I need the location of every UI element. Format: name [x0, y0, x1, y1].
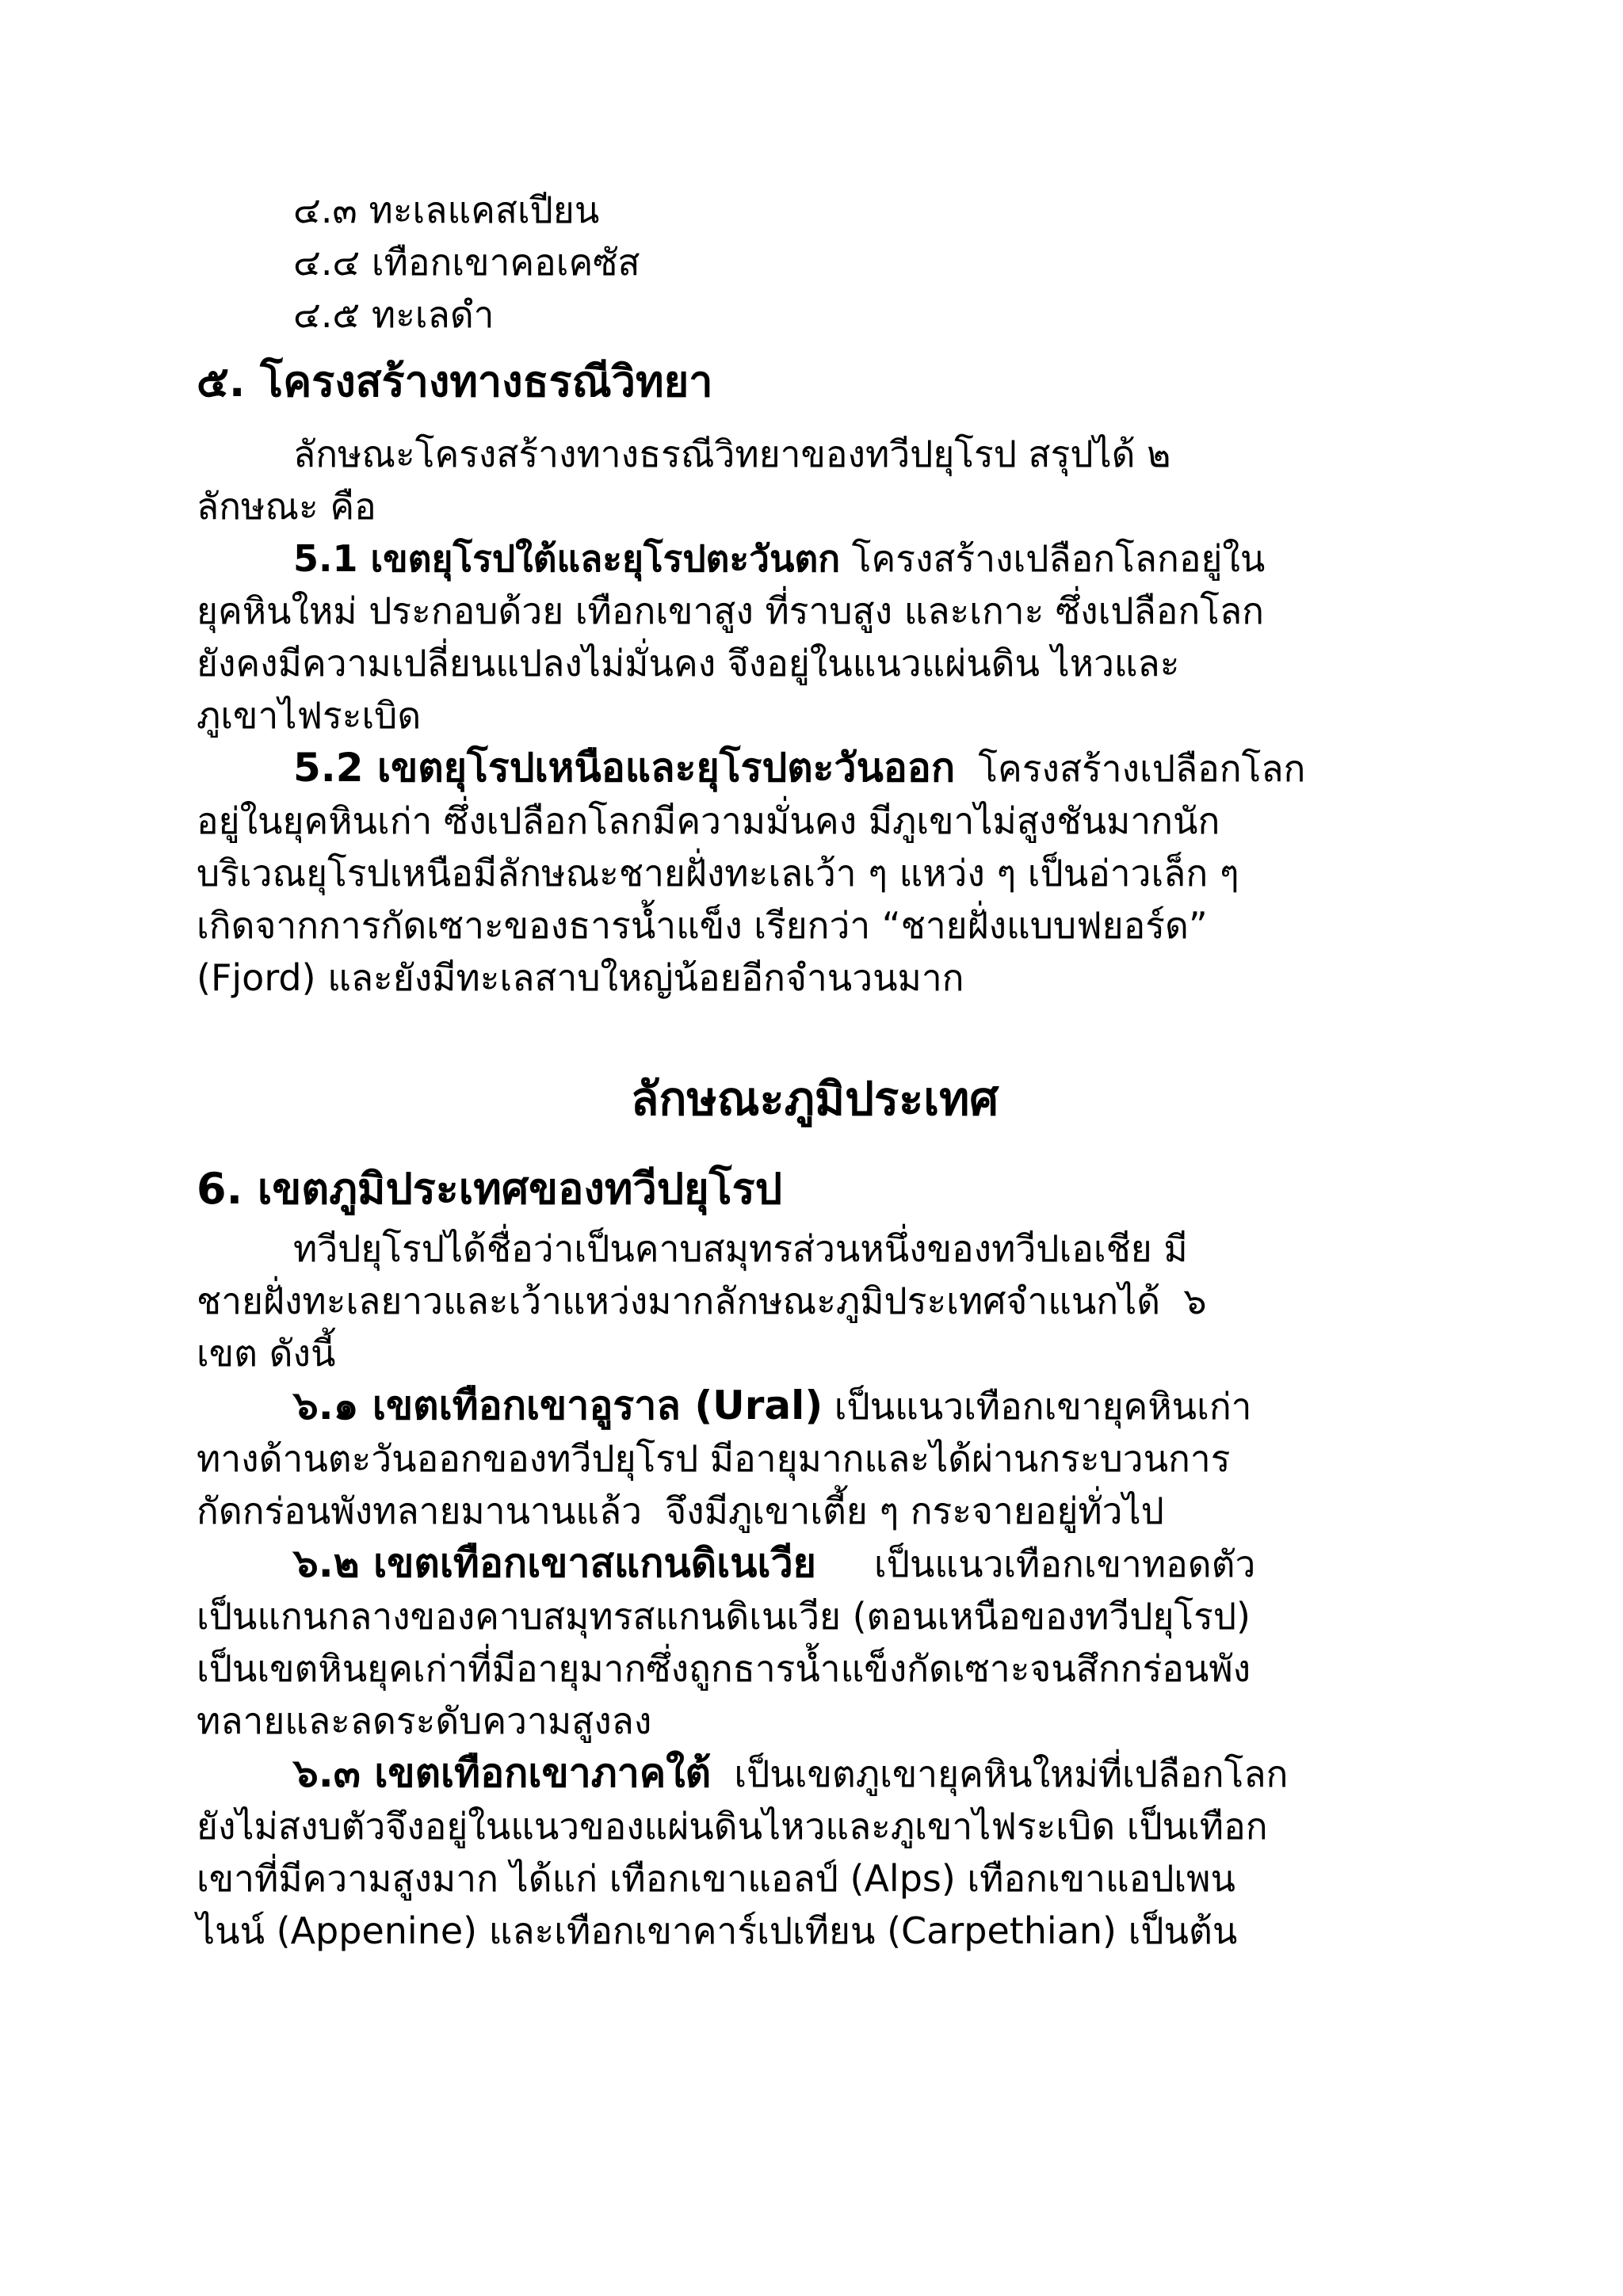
- section-6-item-1-label: ๖.๑ เขตเทือกเขาอูราล (Ural): [293, 1383, 823, 1428]
- section-5-item-1-line: ยุคหินใหม่ ประกอบด้วย เทือกเขาสูง ที่ราบสูง และเกาะ ซึ่งเปลือกโลก: [197, 589, 1264, 632]
- section-6-item-1-line: ทางด้านตะวันออกของทวีปยุโรป มีอายุมากและได้ผ่านกระบวนการ: [197, 1437, 1231, 1480]
- section-5-item-1-line: ภูเขาไฟระเบิด: [197, 694, 422, 737]
- section-6-item-2-text: เป็นแนวเทือกเขาทอดตัว: [815, 1543, 1256, 1585]
- section-6-item-3-label: ๖.๓ เขตเทือกเขาภาคใต้: [293, 1750, 712, 1796]
- list-item: ๔.๔ เทือกเขาคอเคซัส: [293, 241, 640, 284]
- section-5-item-2-text: โครงสร้างเปลือกโลก: [955, 747, 1306, 790]
- document-page: [197, 184, 1433, 1957]
- section-6-item-2-line: ทลายและลดระดับความสูงลง: [197, 1699, 652, 1742]
- list-item: ๔.๕ ทะเลดำ: [293, 293, 495, 336]
- section-5-intro-line: ลักษณะโครงสร้างทางธรณีวิทยาของทวีปยุโรป สรุปได้ ๒: [293, 433, 1171, 475]
- section-5-item-2-line: เกิดจากการกัดเซาะของธารน้ำแข็ง เรียกว่า “ชายฝั่งแบบฟยอร์ด”: [197, 904, 1208, 947]
- section-6-intro-line: ทวีปยุโรปได้ชื่อว่าเป็นคาบสมุทรส่วนหนึ่งของทวีปเอเชีย มี: [293, 1227, 1188, 1270]
- section-6-heading: 6. เขตภูมิประเทศของทวีปยุโรป: [197, 1164, 782, 1214]
- section-5-heading: ๕. โครงสร้างทางธรณีวิทยา: [197, 357, 713, 406]
- section-6-intro-line: ชายฝั่งทะเลยาวและเว้าแหว่งมากลักษณะภูมิประเทศจำแนกได้ ๖: [197, 1280, 1207, 1322]
- section-5-item-1-line: [197, 532, 1433, 585]
- section-6-item-2-line: เป็นแกนกลางของคาบสมุทรสแกนดิเนเวีย (ตอนเหนือของทวีปยุโรป): [197, 1595, 1251, 1638]
- section-6-item-3-line: [197, 1747, 1433, 1800]
- section-6-intro-line: เขต ดังนี้: [197, 1332, 336, 1375]
- section-6-item-3-line: ไนน์ (Appenine) และเทือกเขาคาร์เปเทียน (Carpethian) เป็นต้น: [197, 1909, 1238, 1952]
- section-5-item-2-line: อยู่ในยุคหินเก่า ซึ่งเปลือกโลกมีความมั่นคง มีภูเขาไม่สูงชันมากนัก: [197, 799, 1220, 842]
- section-6-item-1-text: เป็นแนวเทือกเขายุคหินเก่า: [823, 1385, 1252, 1428]
- section-6-item-3-text: เป็นเขตภูเขายุคหินใหม่ที่เปลือกโลก: [711, 1753, 1289, 1795]
- section-5-item-2-label: 5.2 เขตยุโรปเหนือและยุโรปตะวันออก: [293, 745, 956, 791]
- section-5-item-1-text: โครงสร้างเปลือกโลกอยู่ใน: [840, 537, 1266, 580]
- section-5-item-1-label: 5.1 เขตยุโรปใต้และยุโรปตะวันตก: [293, 537, 841, 580]
- section-5-intro-line: ลักษณะ คือ: [197, 485, 376, 528]
- section-6-item-1-line: กัดกร่อนพังทลายมานานแล้ว จึงมีภูเขาเตี้ย ๆ กระจายอยู่ทั่วไป: [197, 1489, 1164, 1532]
- section-6-item-3-line: เขาที่มีความสูงมาก ได้แก่ เทือกเขาแอลป์ (Alps) เทือกเขาแอปเพน: [197, 1857, 1235, 1900]
- page-title: ลักษณะภูมิประเทศ: [630, 1072, 999, 1126]
- section-6-item-3-line: ยังไม่สงบตัวจึงอยู่ในแนวของแผ่นดินไหวและภูเขาไฟระเบิด เป็นเทือก: [197, 1805, 1268, 1848]
- section-6-item-1-line: [197, 1379, 1433, 1432]
- section-6-item-2-line: [197, 1537, 1433, 1590]
- section-5-item-2-line: บริเวณยุโรปเหนือมีลักษณะชายฝั่งทะเลเว้า ๆ แหว่ง ๆ เป็นอ่าวเล็ก ๆ: [197, 852, 1239, 894]
- list-item: ๔.๓ ทะเลแคสเปียน: [293, 189, 600, 231]
- section-5-item-2-line: [197, 742, 1433, 795]
- section-6-item-2-line: เป็นเขตหินยุคเก่าที่มีอายุมากซึ่งถูกธารน้ำแข็งกัดเซาะจนสึกกร่อนพัง: [197, 1647, 1251, 1690]
- section-6-item-2-label: ๖.๒ เขตเทือกเขาสแกนดิเนเวีย: [293, 1540, 816, 1586]
- section-5-item-1-line: ยังคงมีความเปลี่ยนแปลงไม่มั่นคง จึงอยู่ในแนวแผ่นดิน ไหวและ: [197, 642, 1180, 685]
- section-5-item-2-line: (Fjord) และยังมีทะเลสาบใหญ่น้อยอีกจำนวนมาก: [197, 956, 964, 999]
